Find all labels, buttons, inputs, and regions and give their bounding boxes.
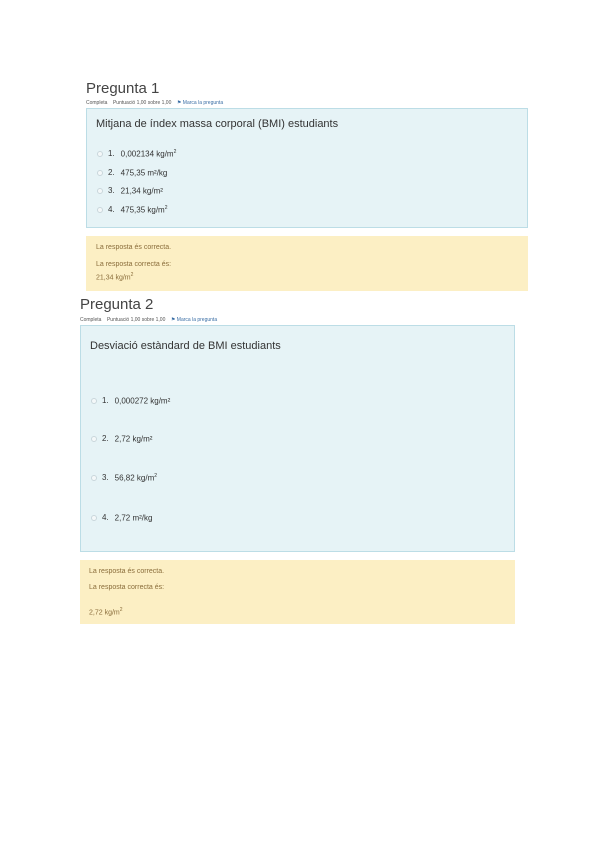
flag-question-link[interactable] [171,317,217,323]
answer-option-1[interactable] [97,149,176,159]
flag-icon: ⚑ [170,317,176,323]
option-number: 3. [102,473,109,483]
flag-question-label: Marca la pregunta [176,317,218,323]
answer-option-1[interactable] [91,396,170,406]
feedback-answer-value: 2,72 $kg/m^2$ [89,607,123,617]
answer-option-2[interactable] [91,434,152,444]
option-number: 4. [102,513,109,523]
question-2-meta [80,317,217,323]
question-2-box [80,325,515,552]
answer-option-2[interactable] [97,168,167,178]
radio-button[interactable] [97,207,103,213]
question-2-feedback [80,560,515,624]
question-1-box [86,108,528,228]
option-label: 475,35 m²/kg [120,168,168,178]
option-label: 0,002134 $kg/m^2$ [120,149,177,159]
question-text: Desviació estàndard de BMI estudiants [90,340,281,352]
option-label: 475,35 $kg/m^2$ [120,205,168,215]
radio-button[interactable] [91,475,97,481]
option-label: 21,34 kg/m² [120,186,163,196]
option-number: 1. [102,396,109,406]
feedback-correct-message: La resposta és correcta. [96,244,172,251]
question-1-meta [86,100,223,106]
option-number: 2. [108,168,115,178]
question-score: Puntuació 1,00 sobre 1,00 [112,100,172,106]
answer-option-4[interactable] [97,205,167,215]
question-title: Pregunta 1 [86,80,160,97]
feedback-correct-message: La resposta és correcta. [89,568,165,575]
question-title: Pregunta 2 [80,296,154,313]
radio-button[interactable] [91,436,97,442]
question-score: Puntuació 1,00 sobre 1,00 [106,317,166,323]
option-number: 2. [102,434,109,444]
option-number: 1. [108,149,115,159]
radio-button[interactable] [97,151,103,157]
answer-option-3[interactable] [97,186,163,196]
feedback-answer-label: La resposta correcta és: [96,261,172,268]
flag-icon: ⚑ [176,100,182,106]
flag-question-label: Marca la pregunta [182,100,224,106]
option-label: 56,82 $kg/m^2$ [114,473,158,483]
question-status: Completa [80,317,102,323]
question-2-header [80,296,153,313]
question-1-feedback [86,236,528,291]
answer-option-3[interactable] [91,473,157,483]
option-label: 0,000272 kg/m² [114,396,171,406]
option-number: 4. [108,205,115,215]
question-1-header [86,80,159,97]
answer-option-4[interactable] [91,513,152,523]
radio-button[interactable] [91,515,97,521]
radio-button[interactable] [97,170,103,176]
option-number: 3. [108,186,115,196]
question-text: Mitjana de índex massa corporal (BMI) estudiants [96,118,339,130]
flag-question-link[interactable] [177,100,223,106]
feedback-answer-value: 21,34 $kg/m^2$ [96,272,134,282]
feedback-answer-label: La resposta correcta és: [89,584,165,591]
option-label: 2,72 kg/m² [114,434,153,444]
option-label: 2,72 m²/kg [114,513,153,523]
radio-button[interactable] [91,398,97,404]
radio-button[interactable] [97,188,103,194]
question-status: Completa [86,100,108,106]
